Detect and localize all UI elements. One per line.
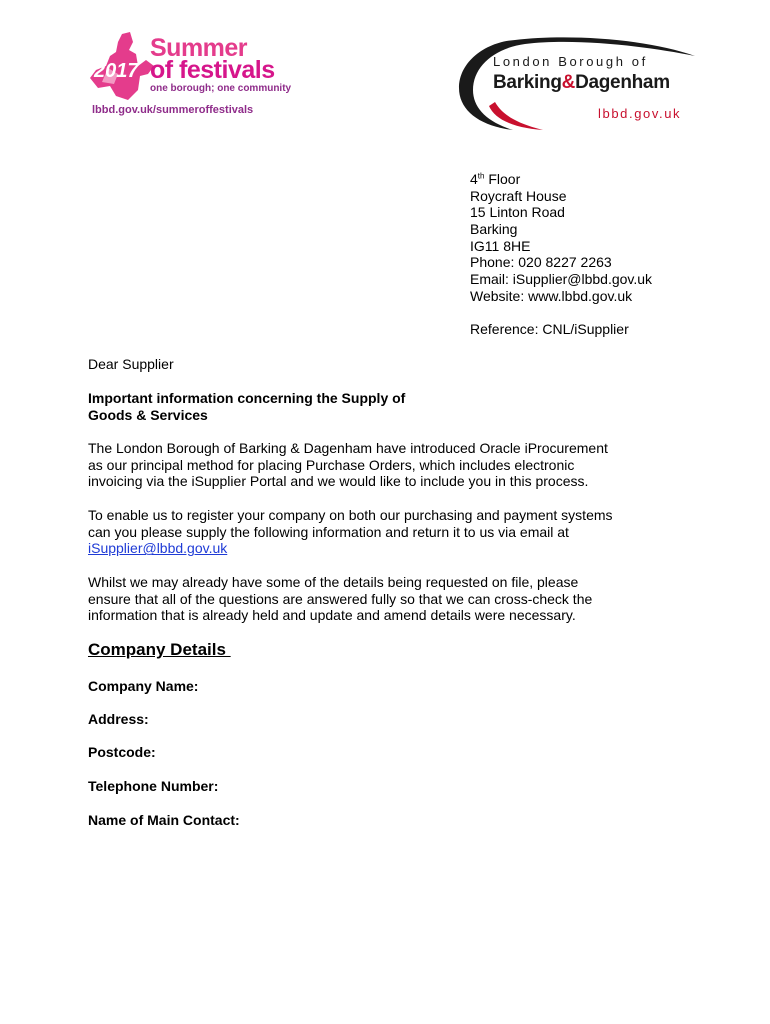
summer-festivals-logo bbox=[88, 30, 292, 122]
field-main-contact: Name of Main Contact: bbox=[88, 812, 240, 828]
borough-name-part1: Barking bbox=[493, 72, 562, 93]
address-phone: Phone: 020 8227 2263 bbox=[470, 254, 612, 271]
address-street: 15 Linton Road bbox=[470, 204, 565, 221]
address-town: Barking bbox=[470, 221, 518, 238]
field-company-name: Company Name: bbox=[88, 678, 199, 694]
field-telephone-number: Telephone Number: bbox=[88, 778, 219, 794]
borough-name-part2: Dagenham bbox=[575, 72, 670, 93]
paragraph-register bbox=[88, 507, 613, 557]
important-line2: Goods & Services bbox=[88, 406, 208, 423]
paragraph-details bbox=[88, 574, 592, 624]
address-postcode: IG11 8HE bbox=[470, 237, 531, 254]
field-address: Address: bbox=[88, 711, 149, 727]
important-heading bbox=[88, 390, 405, 423]
field-postcode: Postcode: bbox=[88, 744, 156, 760]
paragraph-line: invoicing via the iSupplier Portal and we would like to include you in this process. bbox=[88, 473, 589, 490]
festival-title-line1: Summer bbox=[150, 34, 248, 62]
important-line1: Important information concerning the Supply of bbox=[88, 390, 406, 406]
address-floor bbox=[470, 171, 652, 188]
festival-title-line2: of festivals bbox=[150, 56, 275, 84]
paragraph-line: ensure that all of the questions are answered fully so that we can cross-check the bbox=[88, 590, 593, 607]
reference: Reference: CNL/iSupplier bbox=[470, 321, 629, 337]
paragraph-line: Whilst we may already have some of the details being requested on file, please bbox=[88, 574, 579, 590]
borough-line1: London Borough of bbox=[493, 54, 648, 69]
paragraph-line: as our principal method for placing Purchase Orders, which includes electronic bbox=[88, 456, 575, 473]
address-email: Email: iSupplier@lbbd.gov.uk bbox=[470, 271, 653, 288]
paragraph-line: information that is already held and update and amend details were necessary. bbox=[88, 607, 576, 624]
borough-name-amp: & bbox=[561, 72, 576, 93]
paragraph-intro bbox=[88, 440, 608, 490]
borough-url: lbbd.gov.uk bbox=[598, 106, 682, 121]
address-block bbox=[470, 171, 652, 305]
festival-tagline: one borough; one community bbox=[150, 83, 292, 94]
floor-number: 4 bbox=[470, 171, 478, 187]
isupplier-email-link[interactable]: iSupplier@lbbd.gov.uk bbox=[88, 540, 228, 557]
paragraph-line: The London Borough of Barking & Dagenham have introduced Oracle iProcurement bbox=[88, 440, 608, 456]
floor-word: Floor bbox=[484, 171, 521, 187]
address-building: Roycraft House bbox=[470, 187, 567, 204]
festival-url: lbbd.gov.uk/summeroffestivals bbox=[92, 104, 254, 116]
paragraph-line: can you please supply the following information and return it to us via email at bbox=[88, 523, 569, 540]
borough-logo bbox=[455, 32, 705, 132]
floor-suffix: th bbox=[477, 171, 485, 181]
address-website: Website: www.lbbd.gov.uk bbox=[470, 287, 633, 304]
paragraph-line: To enable us to register your company on both our purchasing and payment systems bbox=[88, 507, 613, 523]
company-details-heading: Company Details bbox=[88, 640, 231, 659]
borough-name bbox=[493, 72, 670, 94]
festival-year: 2017 bbox=[94, 60, 139, 82]
greeting: Dear Supplier bbox=[88, 356, 174, 372]
